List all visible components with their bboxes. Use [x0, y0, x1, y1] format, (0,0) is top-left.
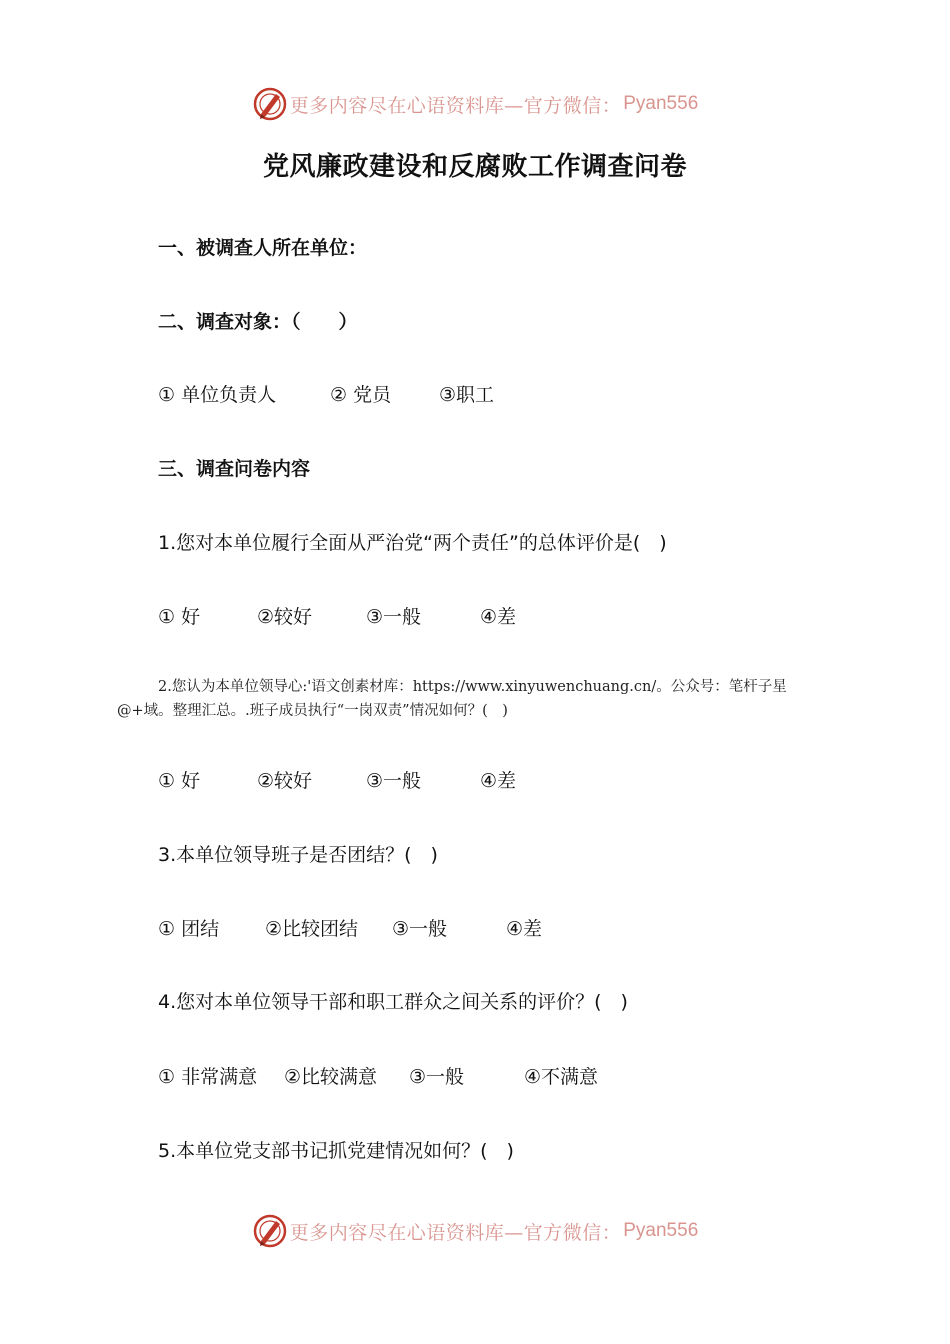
watermark-wechat-id: Pyan556	[623, 1220, 699, 1241]
option-4: ④差	[480, 770, 517, 792]
watermark-text: 更多内容尽在心语资料库—官方微信：	[289, 94, 622, 117]
option-1: ① 单位负责人	[158, 384, 277, 406]
option-4: ④差	[506, 918, 543, 940]
option-1: ① 团结	[158, 918, 220, 940]
section-unit-heading: 一、被调查人所在单位：	[158, 237, 368, 259]
option-2: ②较好	[257, 606, 313, 628]
option-3: ③一般	[409, 1066, 465, 1088]
section-content-heading: 三、调查问卷内容	[158, 458, 311, 480]
option-3: ③职工	[439, 384, 495, 406]
question-3: 3.本单位领导班子是否团结？( )	[158, 844, 438, 866]
header-watermark	[0, 84, 950, 124]
question-2-line-1: 2.您认为本单位领导心:'语文创素材库：https://www.xinyuwenchuang.cn/。公众号：笔杆子星	[158, 679, 787, 695]
option-2: ② 党员	[330, 384, 392, 406]
option-1: ① 好	[158, 770, 201, 792]
watermark-wechat-id: Pyan556	[623, 93, 699, 114]
option-3: ③一般	[392, 918, 448, 940]
footer-watermark	[0, 1211, 950, 1251]
option-4: ④不满意	[524, 1066, 599, 1088]
watermark-text: 更多内容尽在心语资料库—官方微信：	[289, 1221, 622, 1244]
question-4: 4.您对本单位领导干部和职工群众之间关系的评价？( )	[158, 991, 628, 1013]
option-2: ②比较满意	[284, 1066, 378, 1088]
question-5: 5.本单位党支部书记抓党建情况如何？( )	[158, 1140, 514, 1162]
option-1: ① 非常满意	[158, 1066, 258, 1088]
question-2-line-2: @+域。整理汇总。.班子成员执行“一岗双责”情况如何？( )	[117, 703, 508, 719]
option-3: ③一般	[366, 606, 422, 628]
question-1: 1.您对本单位履行全面从严治党“两个责任”的总体评价是( )	[158, 532, 667, 554]
option-1: ① 好	[158, 606, 201, 628]
pen-logo-icon	[252, 1213, 288, 1249]
page-title: 党风廉政建设和反腐败工作调查问卷	[262, 152, 687, 182]
option-2: ②较好	[257, 770, 313, 792]
section-respondent-heading: 二、调查对象：（ ）	[158, 311, 358, 333]
option-4: ④差	[480, 606, 517, 628]
option-2: ②比较团结	[265, 918, 359, 940]
pen-logo-icon	[252, 86, 288, 122]
option-3: ③一般	[366, 770, 422, 792]
